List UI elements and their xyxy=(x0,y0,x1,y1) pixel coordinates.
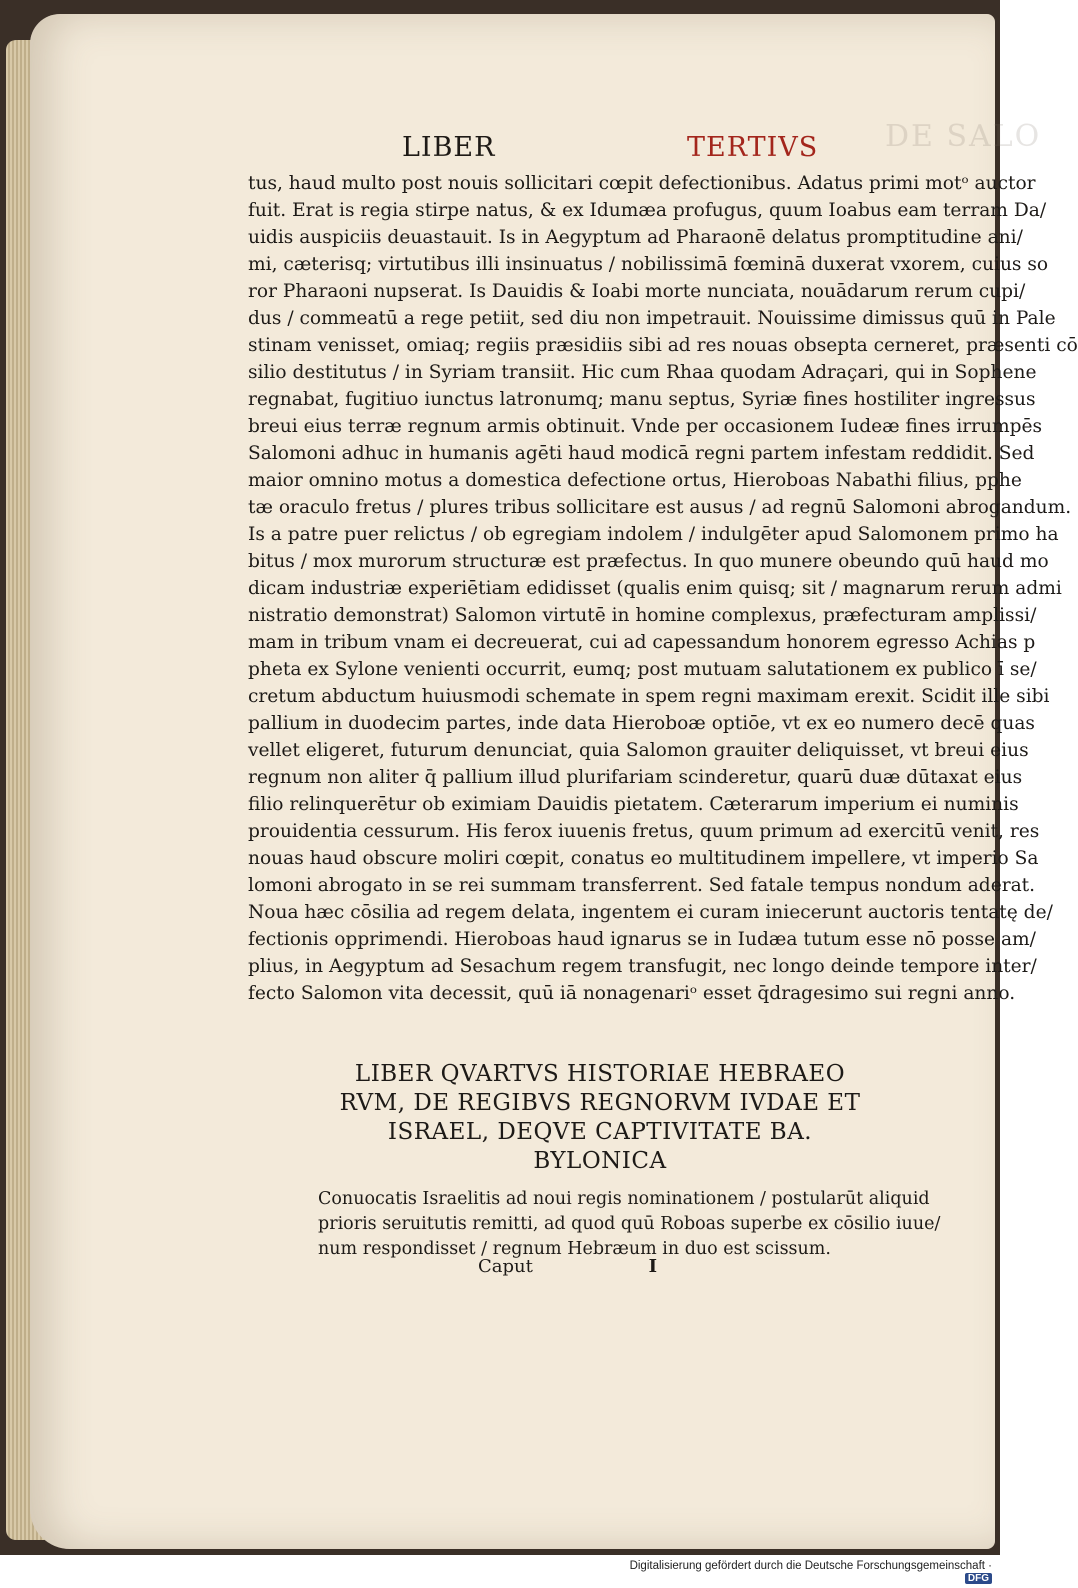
text-line: fectionis opprimendi. Hieroboas haud ignarus se in Iudæa tutum esse nō posse am/ xyxy=(248,929,1036,950)
text-line: plius, in Aegyptum ad Sesachum regem transfugit, nec longo deinde tempore inter/ xyxy=(248,956,1037,977)
text-line: Salomoni adhuc in humanis agēti haud modicā regni partem infestam reddidit. Sed xyxy=(248,443,1035,464)
heading-line: ISRAEL, DEQVE CAPTIVITATE BA. xyxy=(387,1119,813,1145)
caput-label xyxy=(478,1256,678,1277)
text-line: stinam venisset, omiaq; regiis præsidiis sibi ad res nouas obsepta cerneret, præsenti cō xyxy=(248,335,1078,356)
text-line: silio destitutus / in Syriam transiit. Hic cum Rhaa quodam Adraçari, qui in Sophene xyxy=(248,362,1037,383)
text-line: dicam industriæ experiētiam edidisset (qualis enim quisq; sit / magnarum rerum admi xyxy=(248,578,1062,599)
text-line: nistratio demonstrat) Salomon virtutē in homine complexus, præfecturam amplissi/ xyxy=(248,605,1037,626)
text-line: tæ oraculo fretus / plures tribus sollicitare est ausus / ad regnū Salomoni abrogandum. xyxy=(248,497,1072,518)
text-line: breui eius terræ regnum armis obtinuit. Vnde per occasionem Iudeæ fines irrumpēs xyxy=(248,416,1043,437)
text-line: cretum abductum huiusmodi schemate in spem regni maximam erexit. Scidit ille sibi xyxy=(248,686,1050,707)
heading-line: BYLONICA xyxy=(533,1148,667,1174)
text-line: dus / commeatū a rege petiit, sed diu non impetrauit. Nouissime dimissus quū in Pale xyxy=(248,308,1056,329)
summary-line: Conuocatis Israelitis ad noui regis nominationem / postularūt aliquid xyxy=(318,1189,930,1209)
summary-line: prioris seruitutis remitti, ad quod quū Roboas superbe ex cōsilio iuue/ xyxy=(318,1214,941,1234)
text-line: regnum non aliter q̄ pallium illud plurifariam scinderetur, quarū duæ dūtaxat eius xyxy=(248,767,1023,788)
heading-line: LIBER QVARTVS HISTORIAE HEBRAEO xyxy=(354,1061,846,1087)
dfg-logo: DFG xyxy=(965,1573,992,1584)
text-line: vellet eligeret, futurum denunciat, quia Salomon grauiter deliquisset, vt breui eius xyxy=(248,740,1029,761)
text-line: lomoni abrogato in se rei summam transferrent. Sed fatale tempus nondum aderat. xyxy=(248,875,1036,896)
text-line: Is a patre puer relictus / ob egregiam indolem / indulgēter apud Salomonem primo ha xyxy=(248,524,1059,545)
heading-line: RVM, DE REGIBVS REGNORVM IVDAE ET xyxy=(339,1090,861,1116)
caput-number: I xyxy=(648,1256,658,1277)
running-head-left: LIBER xyxy=(402,132,496,163)
chapter-summary xyxy=(318,1187,941,1262)
text-line: maior omnino motus a domestica defectione ortus, Hieroboas Nabathi filius, pphe xyxy=(248,470,1022,491)
text-line: regnabat, fugitiuo iunctus latronumq; manu septus, Syriæ fines hostiliter ingressus xyxy=(248,389,1036,410)
running-head xyxy=(402,132,822,166)
text-line: mi, cæterisq; virtutibus illi insinuatus / nobilissimā fœminā duxerat vxorem, cuius so xyxy=(248,254,1049,275)
text-line: nouas haud obscure moliri cœpit, conatus eo multitudinem impellere, vt imperio Sa xyxy=(248,848,1039,869)
text-line: filio relinquerētur ob eximiam Dauidis pietatem. Cæterarum imperium ei numinis xyxy=(248,794,1019,815)
bleed-through-text: DE SALO xyxy=(885,119,1042,154)
text-line: bitus / mox murorum structuræ est præfectus. In quo munere obeundo quū haud mo xyxy=(248,551,1049,572)
body-text xyxy=(248,170,1078,1007)
text-line: ror Pharaoni nupserat. Is Dauidis & Ioabi morte nunciata, nouādarum rerum cupi/ xyxy=(248,281,1026,302)
footer-credit xyxy=(600,1560,992,1582)
text-line: Noua hæc cōsilia ad regem delata, ingentem ei curam iniecerunt auctoris tentatę de/ xyxy=(248,902,1053,923)
text-line: pheta ex Sylone venienti occurrit, eumq; post mutuam salutationem ex publico ī se/ xyxy=(248,659,1037,680)
running-head-right: TERTIVS xyxy=(687,132,819,163)
chapter-heading xyxy=(320,1060,880,1176)
summary-line: num respondisset / regnum Hebræum in duo est scissum. xyxy=(318,1239,831,1259)
text-line: uidis auspiciis deuastauit. Is in Aegyptum ad Pharaonē delatus promptitudine ani/ xyxy=(248,227,1023,248)
text-line: prouidentia cessurum. His ferox iuuenis fretus, quum primum ad exercitū venit, res xyxy=(248,821,1040,842)
text-line: fuit. Erat is regia stirpe natus, & ex Idumæa profugus, quum Ioabus eam terram Da/ xyxy=(248,200,1047,221)
footer-text: Digitalisierung gefördert durch die Deutsche Forschungsgemeinschaft · xyxy=(629,1560,992,1572)
text-line: pallium in duodecim partes, inde data Hieroboæ optiōe, vt ex eo numero decē quas xyxy=(248,713,1035,734)
caput-word: Caput xyxy=(478,1256,533,1277)
text-line: fecto Salomon vita decessit, quū iā nonagenariᵒ esset q̄dragesimo sui regni anno. xyxy=(248,983,1016,1004)
text-line: mam in tribum vnam ei decreuerat, cui ad capessandum honorem egresso Achias p xyxy=(248,632,1036,653)
text-line: tus, haud multo post nouis sollicitari cœpit defectionibus. Adatus primi motᵒ auctor xyxy=(248,173,1036,194)
